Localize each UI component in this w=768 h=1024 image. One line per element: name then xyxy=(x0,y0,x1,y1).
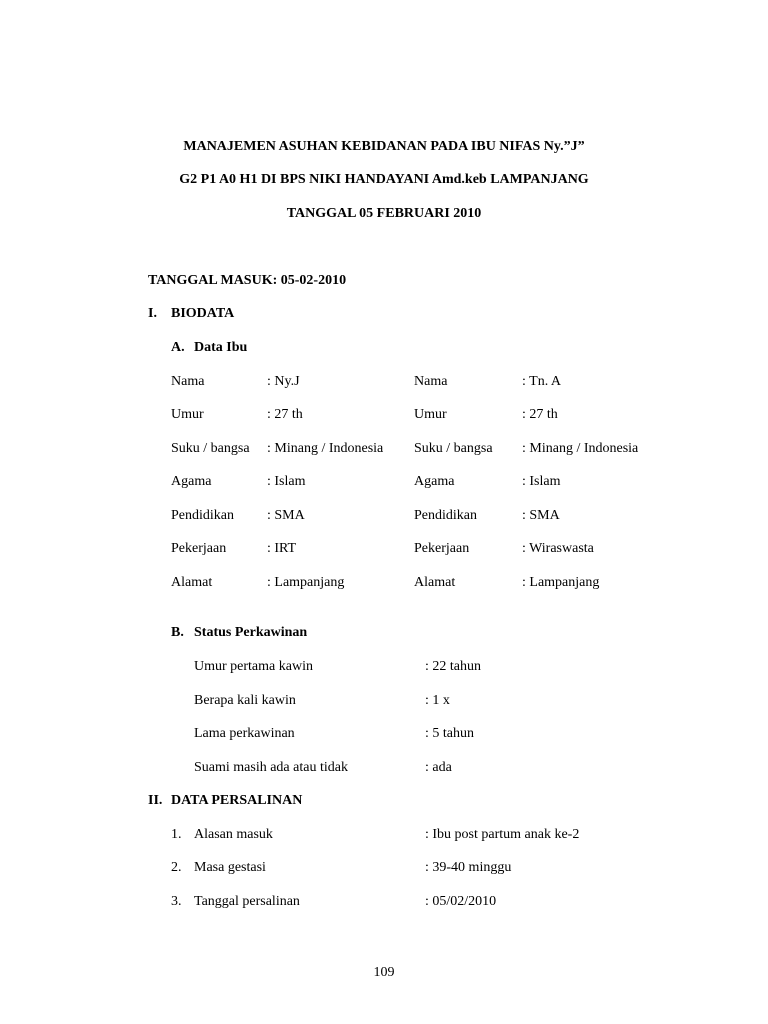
marriage-label: Suami masih ada atau tidak xyxy=(194,760,348,775)
marriage-value: : 5 tahun xyxy=(425,726,474,741)
header-subtitle: G2 P1 A0 H1 DI BPS NIKI HANDAYANI Amd.keb LAMPANJANG xyxy=(179,172,589,187)
page-number: 109 xyxy=(373,965,395,980)
biodata-ibu-value: : Ny.J xyxy=(267,374,300,389)
biodata-ibu-value: : Islam xyxy=(267,474,306,489)
subsection-b-title: Status Perkawinan xyxy=(194,625,308,640)
biodata-ibu-label: Alamat xyxy=(171,575,213,590)
biodata-suami-label: Nama xyxy=(414,374,448,389)
section-1-number: I. xyxy=(148,306,157,321)
biodata-suami-label: Pekerjaan xyxy=(414,541,470,556)
biodata-suami-value: : Tn. A xyxy=(522,374,562,389)
biodata-suami-label: Alamat xyxy=(414,575,456,590)
subsection-a-letter: A. xyxy=(171,340,185,355)
biodata-ibu-label: Pendidikan xyxy=(171,508,234,523)
persalinan-number: 2. xyxy=(171,860,182,875)
biodata-ibu-label: Nama xyxy=(171,374,205,389)
persalinan-label: Tanggal persalinan xyxy=(194,894,300,909)
biodata-ibu-value: : IRT xyxy=(267,541,297,556)
biodata-suami-value: : 27 th xyxy=(522,407,558,422)
biodata-suami-value: : SMA xyxy=(522,508,560,523)
section-1-title: BIODATA xyxy=(171,306,235,321)
header-date: TANGGAL 05 FEBRUARI 2010 xyxy=(286,206,482,221)
persalinan-number: 1. xyxy=(171,827,182,842)
biodata-suami-value: : Minang / Indonesia xyxy=(522,441,639,456)
biodata-suami-label: Pendidikan xyxy=(414,508,477,523)
persalinan-value: : 39-40 minggu xyxy=(425,860,512,875)
marriage-label: Berapa kali kawin xyxy=(194,693,296,708)
persalinan-value: : Ibu post partum anak ke-2 xyxy=(425,827,580,842)
subsection-a-title: Data Ibu xyxy=(194,340,248,355)
section-2-number: II. xyxy=(148,793,163,808)
biodata-ibu-value: : 27 th xyxy=(267,407,303,422)
persalinan-value: : 05/02/2010 xyxy=(425,894,497,909)
biodata-suami-value: : Lampanjang xyxy=(522,575,600,590)
biodata-ibu-label: Umur xyxy=(171,407,204,422)
subsection-b-letter: B. xyxy=(171,625,184,640)
marriage-value: : ada xyxy=(425,760,452,775)
marriage-label: Lama perkawinan xyxy=(194,726,295,741)
biodata-suami-label: Umur xyxy=(414,407,447,422)
biodata-ibu-value: : Minang / Indonesia xyxy=(267,441,384,456)
marriage-value: : 1 x xyxy=(425,693,450,708)
biodata-ibu-value: : Lampanjang xyxy=(267,575,345,590)
persalinan-number: 3. xyxy=(171,894,182,909)
biodata-suami-value: : Islam xyxy=(522,474,561,489)
header-title: MANAJEMEN ASUHAN KEBIDANAN PADA IBU NIFAS Ny.”J” xyxy=(183,139,585,154)
persalinan-label: Alasan masuk xyxy=(194,827,273,842)
section-2-title: DATA PERSALINAN xyxy=(171,793,303,808)
marriage-label: Umur pertama kawin xyxy=(194,659,313,674)
biodata-ibu-value: : SMA xyxy=(267,508,305,523)
biodata-ibu-label: Agama xyxy=(171,474,212,489)
biodata-ibu-label: Pekerjaan xyxy=(171,541,227,556)
biodata-suami-value: : Wiraswasta xyxy=(522,541,594,556)
biodata-ibu-label: Suku / bangsa xyxy=(171,441,250,456)
biodata-suami-label: Suku / bangsa xyxy=(414,441,493,456)
admission-date: TANGGAL MASUK: 05-02-2010 xyxy=(148,273,347,288)
marriage-value: : 22 tahun xyxy=(425,659,481,674)
biodata-suami-label: Agama xyxy=(414,474,455,489)
persalinan-label: Masa gestasi xyxy=(194,860,266,875)
